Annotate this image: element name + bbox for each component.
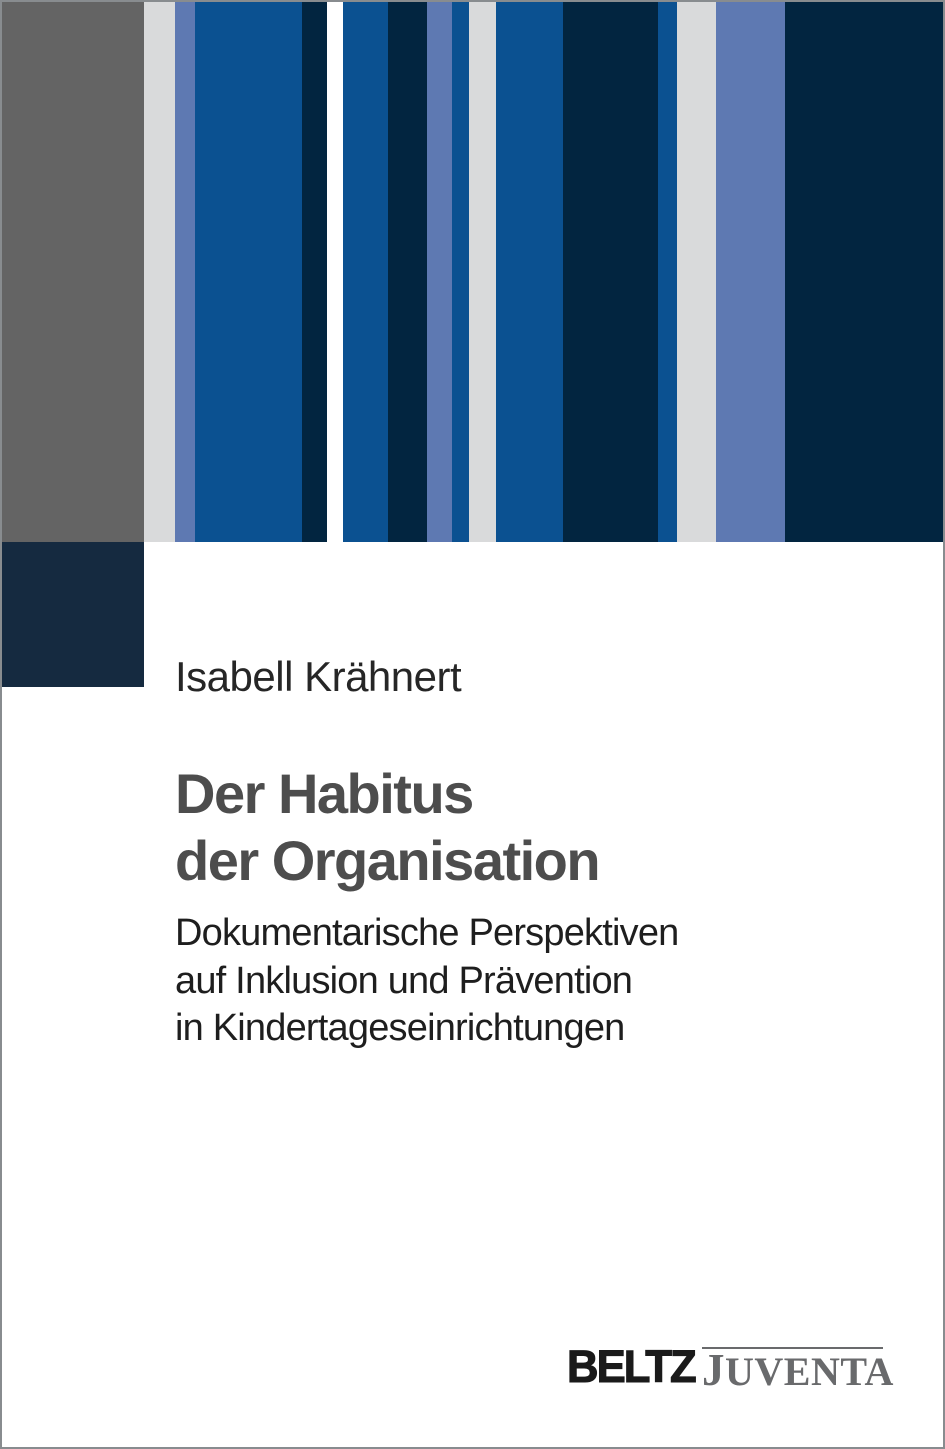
book-subtitle-line1: Dokumentarische Perspektiven <box>175 912 679 954</box>
artwork-stripe <box>427 0 452 542</box>
series-sidebar <box>0 0 144 542</box>
artwork-stripe <box>144 0 175 542</box>
artwork-stripe <box>452 0 469 542</box>
artwork-stripe <box>327 0 343 542</box>
artwork-stripe <box>658 0 677 542</box>
artwork-stripe <box>563 0 658 542</box>
book-title <box>175 760 599 894</box>
author-name: Isabell Krähnert <box>175 653 462 700</box>
book-subtitle-line3: in Kindertageseinrichtungen <box>175 1007 625 1049</box>
artwork-stripe <box>195 0 302 542</box>
navy-accent-square <box>0 542 144 687</box>
artwork-stripe <box>469 0 496 542</box>
artwork-stripe <box>716 0 785 542</box>
artwork-stripe <box>343 0 388 542</box>
publisher-logo <box>567 1340 894 1400</box>
book-title-line2: der Organisation <box>175 829 600 892</box>
publisher-logo-juventa-rest: UVENTA <box>725 1349 894 1394</box>
book-title-line1: Der Habitus <box>175 762 473 825</box>
artwork-stripe <box>677 0 716 542</box>
artwork-stripe <box>388 0 427 542</box>
publisher-logo-juventa-initial: J <box>702 1345 725 1395</box>
artwork-stripe <box>785 0 945 542</box>
publisher-logo-juventa <box>702 1345 894 1395</box>
artwork-stripe <box>302 0 327 542</box>
book-subtitle <box>175 910 679 1053</box>
book-subtitle-line2: auf Inklusion und Prävention <box>175 959 633 1002</box>
publisher-logo-beltz: BELTZ <box>567 1341 695 1392</box>
artwork-stripe <box>175 0 195 542</box>
artwork-stripe <box>496 0 563 542</box>
cover-stripe-artwork <box>144 0 945 542</box>
